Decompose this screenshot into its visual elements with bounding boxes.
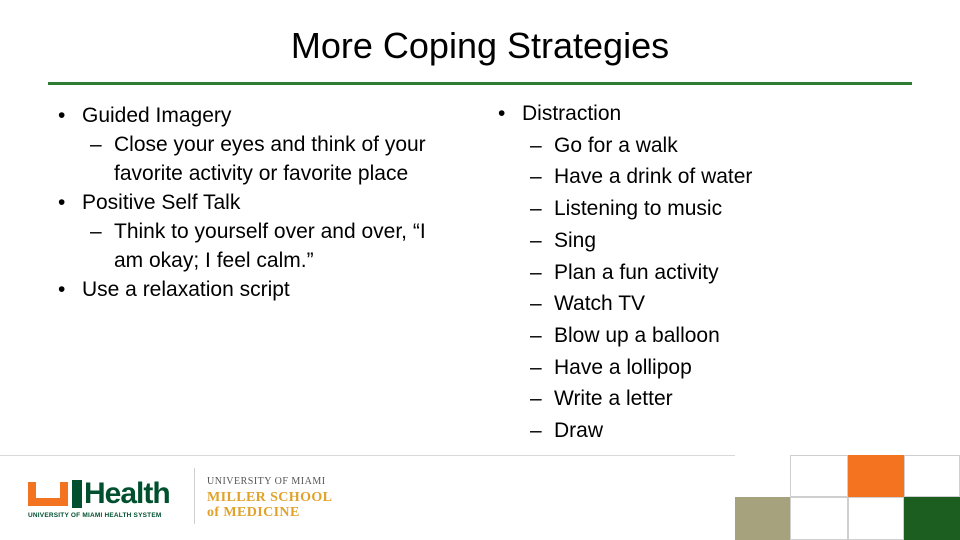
sub-list-item [56, 130, 456, 188]
uhealth-subtitle: UNIVERSITY OF MIAMI HEALTH SYSTEM [28, 512, 162, 519]
dash-icon: – [530, 419, 542, 443]
logo-divider [194, 468, 195, 524]
grid-cell [904, 455, 960, 497]
bullet-icon: • [498, 102, 506, 125]
list-item [56, 188, 456, 217]
sub-list-item [496, 320, 916, 352]
grid-cell [790, 455, 848, 497]
sub-list-item [496, 288, 916, 320]
uhealth-wordmark: Health [84, 477, 170, 510]
sub-list-item-text: Listening to music [554, 197, 723, 221]
sub-list-item-text: Sing [554, 228, 597, 252]
dash-icon: – [530, 292, 542, 316]
miller-line-2: MILLER SCHOOL [207, 490, 333, 505]
bullet-icon: • [58, 191, 66, 214]
dash-icon: – [530, 260, 542, 284]
dash-icon: – [90, 220, 102, 243]
u-logo-icon [28, 478, 84, 512]
list-item [496, 98, 916, 130]
sub-list-item-text: Blow up a balloon [554, 323, 720, 347]
right-bullet-list [496, 98, 916, 447]
grid-cell [735, 497, 790, 540]
list-item [56, 101, 456, 130]
footer-divider-line [0, 455, 735, 456]
list-item-text: Positive Self Talk [82, 191, 241, 214]
sub-list-item-text: Go for a walk [554, 133, 678, 157]
grid-cell [790, 497, 848, 540]
sub-list-item [496, 383, 916, 415]
sub-list-item-text: Plan a fun activity [554, 260, 719, 284]
dash-icon: – [530, 165, 542, 189]
uhealth-logo [28, 476, 188, 524]
sub-list-item [496, 257, 916, 289]
sub-list-item [496, 415, 916, 447]
dash-icon: – [530, 323, 542, 347]
sub-list-item [56, 217, 456, 275]
dash-icon: – [530, 197, 542, 221]
sub-list-item-text: Have a lollipop [554, 355, 692, 379]
dash-icon: – [90, 133, 102, 156]
title-underline [48, 82, 912, 85]
grid-cell [848, 455, 904, 497]
sub-list-item-text: Watch TV [554, 292, 646, 316]
dash-icon: – [530, 228, 542, 252]
list-item-text: Distraction [522, 102, 622, 125]
sub-list-item-text: Write a letter [554, 387, 673, 411]
grid-cell [848, 497, 904, 540]
list-item [56, 275, 456, 304]
sub-list-item [496, 193, 916, 225]
dash-icon: – [530, 133, 542, 157]
sub-list-item-text: Have a drink of water [554, 165, 753, 189]
list-item-text: Use a relaxation script [82, 278, 290, 301]
bullet-icon: • [58, 278, 66, 301]
left-bullet-list [56, 101, 456, 304]
dash-icon: – [530, 387, 542, 411]
list-item-text: Guided Imagery [82, 104, 232, 127]
slide-title: More Coping Strategies [290, 25, 670, 66]
miller-line-1: UNIVERSITY OF MIAMI [207, 476, 326, 487]
grid-cell [904, 497, 960, 540]
sub-list-item [496, 130, 916, 162]
bullet-icon: • [58, 104, 66, 127]
dash-icon: – [530, 355, 542, 379]
miller-line-3: of MEDICINE [207, 505, 300, 520]
sub-list-item-text: Think to yourself over and over, “I am okay; I feel calm.” [114, 220, 426, 272]
sub-list-item-text: Close your eyes and think of your favorite activity or favorite place [114, 133, 426, 185]
sub-list-item [496, 161, 916, 193]
sub-list-item-text: Draw [554, 419, 604, 443]
sub-list-item [496, 352, 916, 384]
sub-list-item [496, 225, 916, 257]
